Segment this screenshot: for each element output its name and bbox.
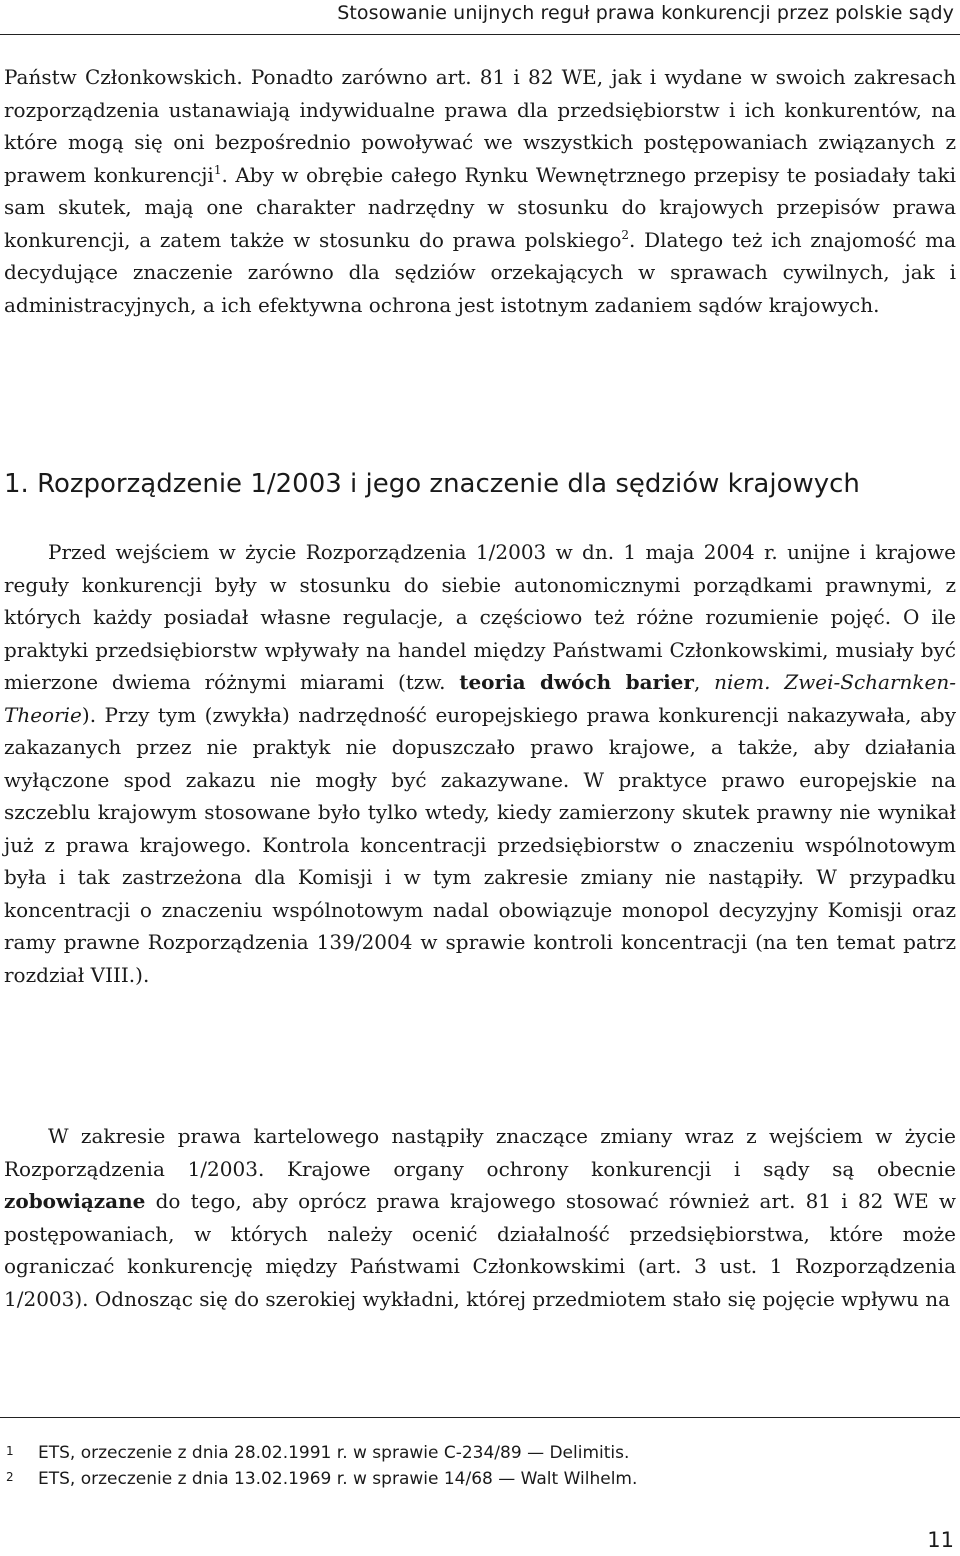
footnote-1-number: 1 (6, 1444, 14, 1458)
footnote-ref-2: 2 (621, 227, 630, 242)
paragraph-2-text-b: ). Przy tym (zwykła) nadrzędność europejskiego prawa konkurencji nakazywała, aby zakazanych przez nie praktyk nie dopuszczało prawo krajowe, a także, aby działania wyłączone spod zakazu nie mogły być zakazywane. W praktyce prawo europejskie na szczeblu krajowym stosowane było tylko wtedy, kiedy zamierzony skutek prawny nie wynikał już z prawa krajowego. Kontrola koncentracji przedsiębiorstw o znaczeniu wspólnotowym była i tak zastrzeżona dla Komisji i w tym zakresie zmiany nie nastąpiły. W przypadku koncentracji o znaczeniu wspólnotowym nadal obowiązuje monopol decyzyjny Komisji oraz ramy prawne Rozporządzenia 139/2004 w sprawie kontroli koncentracji (na ten temat patrz rozdział VIII.). (4, 702, 956, 987)
term-two-barrier-theory: teoria dwóch barier (459, 670, 694, 694)
paragraph-2-separator: , (693, 670, 715, 694)
running-header: Stosowanie unijnych reguł prawa konkurencji przez polskie sądy (337, 2, 954, 24)
term-obligated: zobowiązane (4, 1189, 146, 1213)
footnote-2-number: 2 (6, 1470, 14, 1484)
paragraph-1-text-c: . Dlatego też ich znajomość ma decydujące znaczenie zarówno dla sędziów orzekających w sprawach cywilnych, jak i administracyjnych, a ich efektywna ochrona jest istotnym zadaniem sądów krajowych. (4, 227, 956, 317)
footnote-rule (0, 1417, 960, 1418)
paragraph-1-text-b: . Aby w obrębie całego Rynku Wewnętrznego przepisy te posiadały taki sam skutek, mają one charakter nadrzędny w stosunku do krajowych przepisów prawa konkurencji, a zatem także w stosunku do prawa polskiego (4, 162, 956, 252)
paragraph-3-text-a: W zakresie prawa kartelowego nastąpiły znaczące zmiany wraz z wejściem w życie Rozporządzenia 1/2003. Krajowe organy ochrony konkurencji i sądy są obecnie (4, 1124, 956, 1181)
paragraph-2 (4, 536, 956, 991)
paragraph-2-text-a: Przed wejściem w życie Rozporządzenia 1/2003 w dn. 1 maja 2004 r. unijne i krajowe reguły konkurencji były w stosunku do siebie autonomicznymi porządkami prawnymi, z których każdy posiadał własne regulacje, a częściowo też różne rozumienie pojęć. O ile praktyki przedsiębiorstw wpływały na handel między Państwami Członkowskimi, musiały być mierzone dwiema różnymi miarami (tzw. (4, 540, 956, 694)
paragraph-3 (4, 1120, 956, 1315)
paragraph-1 (4, 61, 956, 321)
section-heading: 1. Rozporządzenie 1/2003 i jego znaczenie dla sędziów krajowych (4, 469, 860, 499)
paragraph-3-text-b: do tego, aby oprócz prawa krajowego stosować również art. 81 i 82 WE w postępowaniach, w których należy ocenić działalność przedsiębiorstwa, które może ograniczać konkurencję między Państwami Członkowskimi (art. 3 ust. 1 Rozporządzenia 1/2003). Odnosząc się do szerokiej wykładni, której przedmiotem stało się pojęcie wpływu na (4, 1189, 956, 1311)
footnote-1-text: ETS, orzeczenie z dnia 28.02.1991 r. w sprawie C-234/89 — Delimitis. (38, 1443, 630, 1463)
paragraph-1-text-a: Państw Członkowskich. Ponadto zarówno art. 81 i 82 WE, jak i wydane w swoich zakresach rozporządzenia ustanawiają indywidualne prawa dla przedsiębiorstw i ich konkurentów, na które mogą się oni bezpośrednio powoływać we wszystkich postępowaniach związanych z prawem konkurencji (4, 65, 956, 187)
footnote-2 (6, 1467, 638, 1491)
footnote-2-text: ETS, orzeczenie z dnia 13.02.1969 r. w sprawie 14/68 — Walt Wilhelm. (38, 1469, 638, 1489)
term-german-name: niem. Zwei-Scharnken-Theorie (4, 670, 957, 727)
footnote-ref-1: 1 (213, 162, 222, 177)
page-number: 11 (927, 1528, 954, 1552)
footnote-1 (6, 1441, 630, 1465)
header-rule (0, 34, 960, 35)
